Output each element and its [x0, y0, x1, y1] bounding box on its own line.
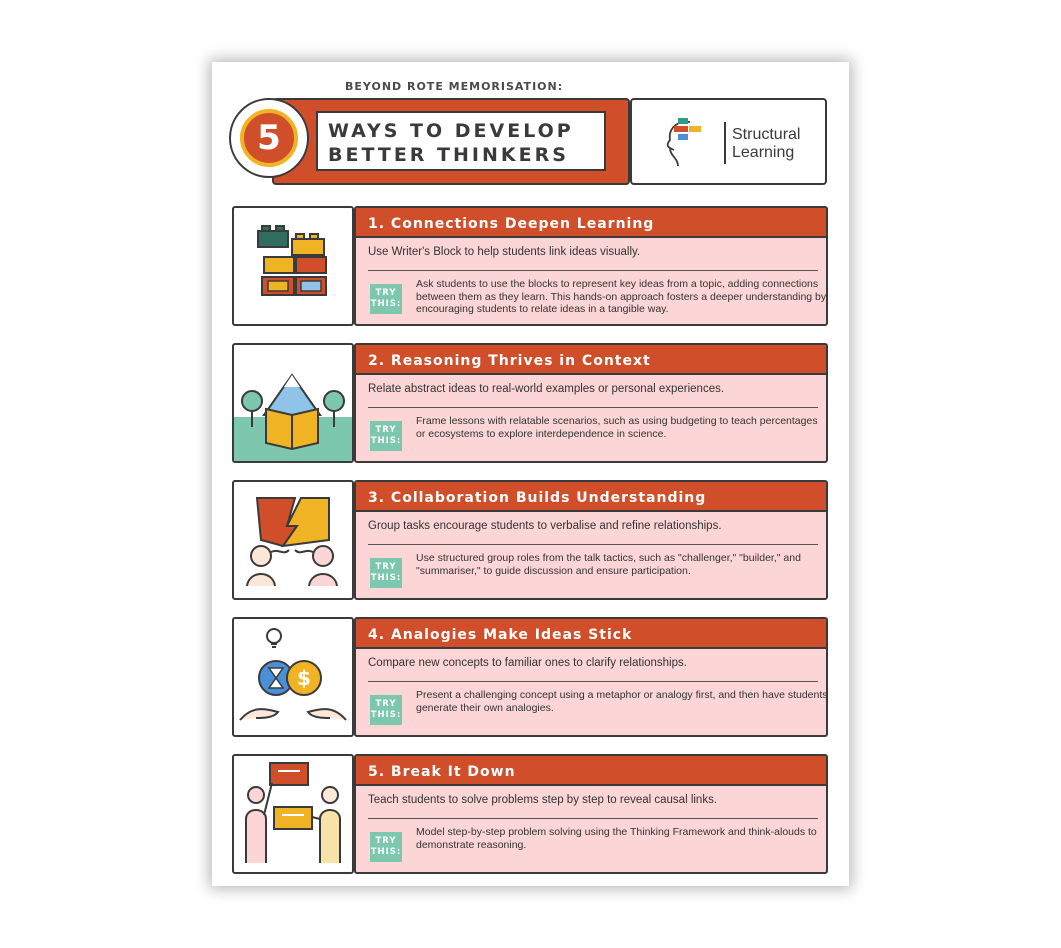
time-money-icon — [238, 622, 348, 732]
card-summary: Relate abstract ideas to real-world examples or personal experiences. — [368, 383, 725, 395]
number-badge-ring — [240, 109, 298, 167]
tip-card-3 — [232, 480, 828, 600]
try-this-text: Frame lessons with relatable scenarios, such as using budgeting to teach percentages or ecosystems to explore interdependence in science. — [416, 415, 818, 440]
card-summary: Compare new concepts to familiar ones to clarify relationships. — [368, 657, 687, 669]
try-label-2: THIS: — [370, 573, 402, 583]
card-divider — [368, 544, 818, 545]
logo-divider — [724, 122, 726, 164]
card-header — [356, 482, 826, 512]
logo-line-1: Structural — [732, 126, 801, 143]
try-label-2: THIS: — [370, 847, 402, 857]
people-boxes-icon — [238, 759, 348, 869]
try-this-badge — [370, 558, 402, 588]
try-label-2: THIS: — [370, 436, 402, 446]
card-body — [354, 480, 828, 600]
blocks-icon — [248, 221, 338, 311]
card-body — [354, 343, 828, 463]
card-title: 5. Break It Down — [368, 764, 516, 780]
card-icon-frame — [232, 617, 354, 737]
number-badge — [229, 98, 309, 178]
tip-card-1 — [232, 206, 828, 326]
head-blocks-logo-icon — [656, 112, 718, 174]
try-label-1: TRY — [375, 836, 397, 846]
card-body — [354, 754, 828, 874]
card-divider — [368, 818, 818, 819]
tip-card-5 — [232, 754, 828, 874]
card-body — [354, 617, 828, 737]
try-label-1: TRY — [375, 562, 397, 572]
try-this-text: Present a challenging concept using a metaphor or analogy first, and then have students generate their own analogies. — [416, 689, 828, 714]
card-title: 1. Connections Deepen Learning — [368, 216, 655, 232]
card-title: 3. Collaboration Builds Understanding — [368, 490, 707, 506]
try-this-badge — [370, 421, 402, 451]
card-summary: Use Writer's Block to help students link ideas visually. — [368, 246, 641, 258]
card-header — [356, 208, 826, 238]
try-label-1: TRY — [375, 699, 397, 709]
try-label-1: TRY — [375, 425, 397, 435]
card-summary: Teach students to solve problems step by step to reveal causal links. — [368, 794, 718, 806]
svg-text:$: $ — [297, 666, 311, 690]
card-header — [356, 619, 826, 649]
card-divider — [368, 407, 818, 408]
conversation-icon — [243, 490, 343, 590]
card-header — [356, 756, 826, 786]
book-landscape-icon — [234, 345, 352, 461]
title-line-1: WAYS TO DEVELOP — [328, 120, 574, 142]
logo-wordmark — [732, 126, 800, 162]
try-label-1: TRY — [375, 288, 397, 298]
try-this-badge — [370, 695, 402, 725]
card-icon-frame — [232, 480, 354, 600]
card-header — [356, 345, 826, 375]
logo — [630, 98, 827, 185]
tip-card-4 — [232, 617, 828, 737]
page-title — [316, 111, 606, 171]
title-line-2: BETTER THINKERS — [328, 144, 569, 166]
try-this-badge — [370, 832, 402, 862]
eyebrow-text: BEYOND ROTE MEMORISATION: — [345, 80, 564, 93]
try-this-text: Use structured group roles from the talk tactics, such as "challenger," "builder," and "summariser," to guide discussion and ensure participation. — [416, 552, 801, 577]
try-label-2: THIS: — [370, 299, 402, 309]
card-title: 4. Analogies Make Ideas Stick — [368, 627, 633, 643]
card-icon-frame — [232, 754, 354, 874]
card-body — [354, 206, 828, 326]
try-this-badge — [370, 284, 402, 314]
infographic-page — [212, 62, 849, 886]
try-label-2: THIS: — [370, 710, 402, 720]
number-badge-value: 5 — [257, 118, 281, 158]
card-divider — [368, 270, 818, 271]
card-summary: Group tasks encourage students to verbalise and refine relationships. — [368, 520, 722, 532]
try-this-text: Ask students to use the blocks to represent key ideas from a topic, adding connections between them as they learn. This hands-on approach fosters a deeper understanding by encouraging students to relate ideas in a tangible way. — [416, 278, 827, 315]
card-icon-frame — [232, 343, 354, 463]
tip-card-2 — [232, 343, 828, 463]
card-title: 2. Reasoning Thrives in Context — [368, 353, 651, 369]
logo-line-2: Learning — [732, 144, 795, 161]
try-this-text: Model step-by-step problem solving using the Thinking Framework and think-alouds to demonstrate reasoning. — [416, 826, 817, 851]
card-icon-frame — [232, 206, 354, 326]
card-divider — [368, 681, 818, 682]
